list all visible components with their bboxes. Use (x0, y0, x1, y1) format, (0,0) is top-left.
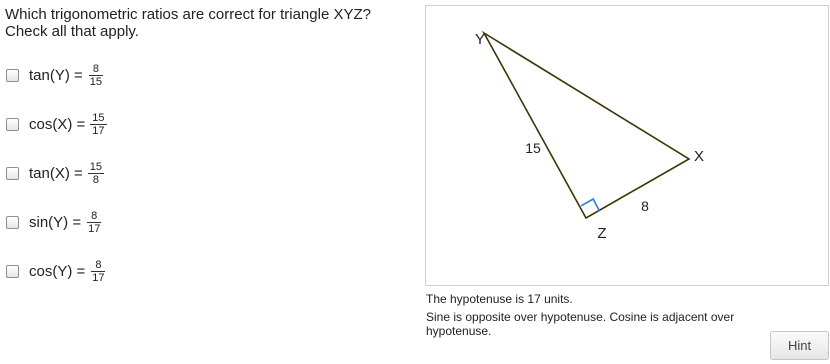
fraction-denominator: 17 (92, 124, 105, 137)
fraction-numerator: 8 (89, 63, 103, 76)
fraction-denominator: 8 (92, 173, 99, 186)
option-expression: tan(X) = (29, 164, 83, 182)
option-checkbox[interactable] (6, 265, 19, 278)
question-text (5, 6, 405, 40)
option-fraction (86, 210, 102, 235)
option-expression: cos(X) = (29, 115, 86, 133)
option-checkbox[interactable] (6, 118, 19, 131)
vertex-label-x: X (693, 148, 705, 165)
triangle-diagram (426, 6, 828, 285)
option-tan-x[interactable] (6, 156, 104, 190)
fraction-denominator: 17 (92, 271, 105, 284)
fraction-numerator: 15 (89, 160, 103, 173)
fraction-numerator: 8 (87, 210, 101, 223)
hint-button[interactable]: Hint (770, 331, 829, 360)
option-checkbox[interactable] (6, 167, 19, 180)
option-fraction (88, 63, 104, 88)
triangle-figure (425, 5, 829, 286)
right-angle-marker (581, 199, 599, 211)
fraction-numerator: 15 (92, 111, 105, 124)
fraction-numerator: 8 (91, 259, 105, 272)
option-cos-x[interactable] (6, 107, 107, 141)
option-cos-y[interactable] (6, 254, 107, 288)
option-checkbox[interactable] (6, 69, 19, 82)
option-expression: cos(Y) = (29, 262, 86, 280)
option-fraction (90, 112, 106, 137)
vertex-label-y: Y (474, 31, 486, 48)
vertex-label-z: Z (597, 225, 607, 242)
hint-panel (426, 292, 771, 338)
option-expression: tan(Y) = (29, 66, 83, 84)
side-label-yz: 15 (525, 140, 541, 156)
option-tan-y[interactable] (6, 58, 104, 92)
question-line-1: Which trigonometric ratios are correct for triangle XYZ? (5, 6, 371, 23)
side-label-zx: 8 (641, 198, 649, 214)
question-instruction: Check all that apply. (5, 23, 139, 40)
hint-line-sine-cosine: Sine is opposite over hypotenuse. Cosine is adjacent over hypotenuse. (426, 310, 735, 338)
option-expression: sin(Y) = (29, 213, 82, 231)
triangle-xyz (484, 33, 689, 218)
option-checkbox[interactable] (6, 216, 19, 229)
fraction-denominator: 15 (89, 75, 103, 88)
option-fraction (90, 259, 106, 284)
option-sin-y[interactable] (6, 205, 102, 239)
hint-line-hypotenuse: The hypotenuse is 17 units. (426, 292, 573, 306)
option-fraction (88, 161, 104, 186)
fraction-denominator: 17 (88, 222, 101, 235)
